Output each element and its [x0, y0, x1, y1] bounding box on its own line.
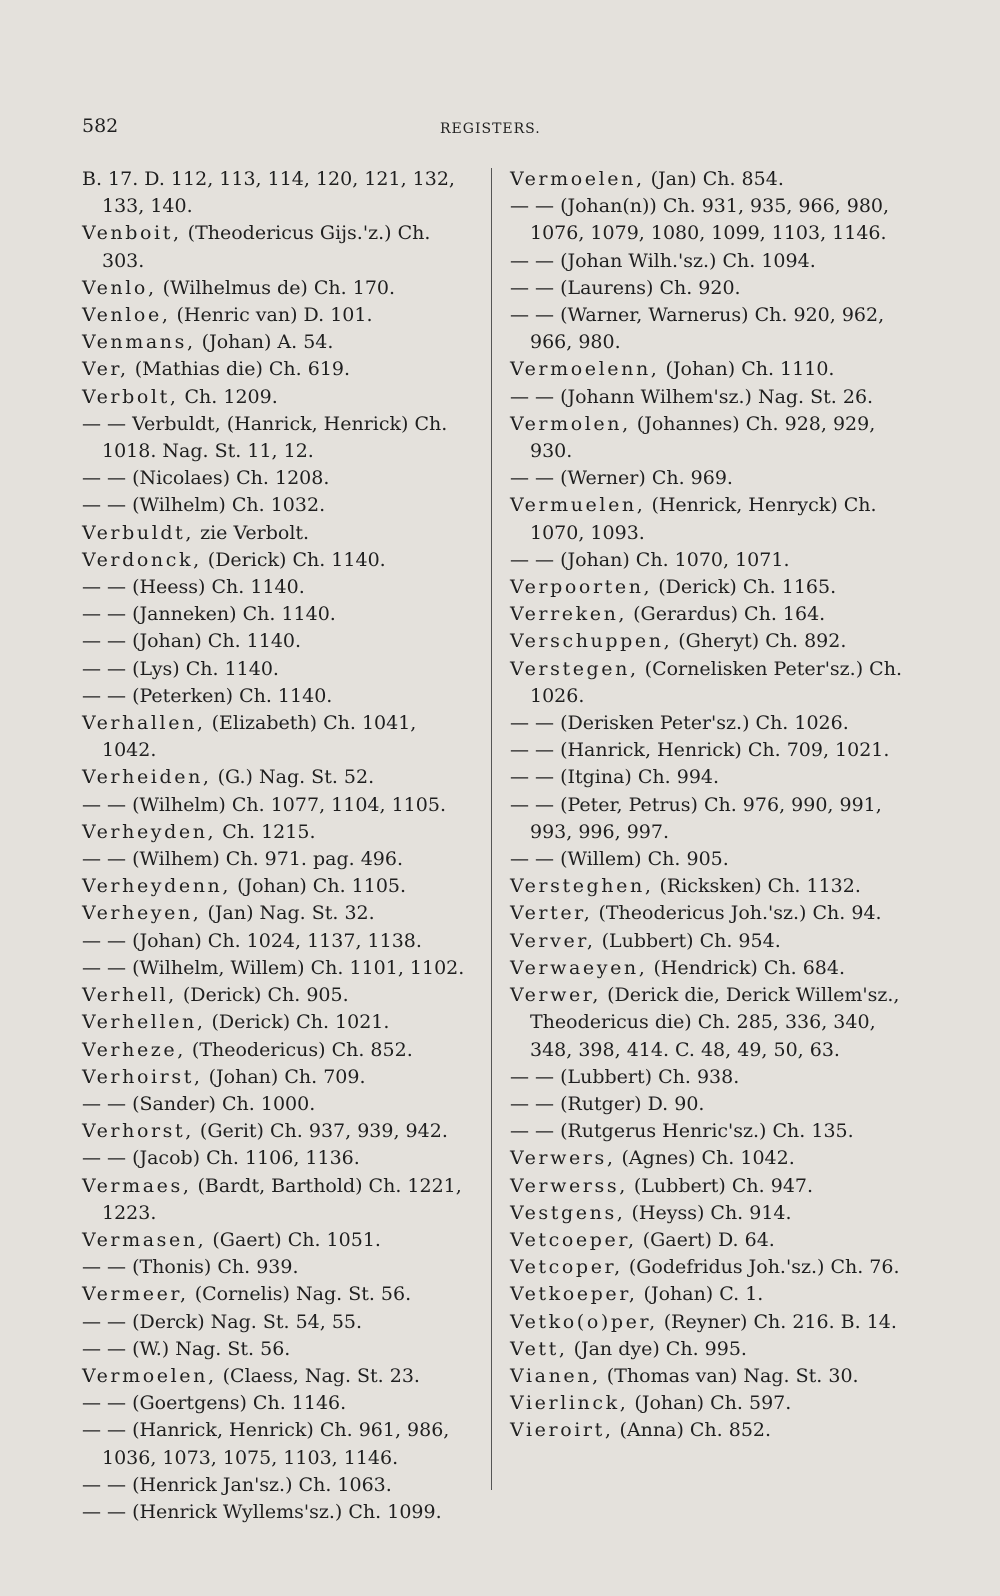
entry-text: (Gheryt) Ch. 892. — [672, 630, 847, 653]
index-entry — [82, 1281, 474, 1308]
index-entry — [510, 248, 910, 275]
entry-headword: Verheze, — [82, 1038, 186, 1061]
entry-headword: Verver, — [510, 929, 596, 952]
entry-text: Ch. 1215. — [216, 820, 316, 843]
index-entry — [82, 1064, 474, 1091]
entry-text: — — (Lys) Ch. 1140. — [82, 657, 279, 680]
entry-text: — — (Willem) Ch. 905. — [510, 848, 729, 871]
index-entry — [82, 1417, 474, 1471]
running-head: REGISTERS. — [440, 121, 541, 137]
entry-text: (Bardt, Barthold) Ch. 1221, 1223. — [102, 1174, 462, 1224]
entry-text: (Wilhelmus de) Ch. 170. — [156, 276, 396, 299]
entry-text: (Mathias die) Ch. 619. — [128, 358, 351, 381]
entry-headword: Vetcoeper, — [510, 1228, 637, 1251]
index-entry — [82, 1336, 474, 1363]
entry-text: (Johan) A. 54. — [195, 331, 334, 354]
index-entry — [510, 1417, 910, 1444]
entry-text: — — (Johan) Ch. 1140. — [82, 630, 302, 653]
index-entry — [82, 1037, 474, 1064]
entry-headword: Vetcoper, — [510, 1256, 623, 1279]
index-entry — [510, 574, 910, 601]
page-number: 582 — [82, 115, 119, 137]
index-entry — [510, 1145, 910, 1172]
index-entry — [82, 683, 474, 710]
entry-headword: Vermaes, — [82, 1174, 192, 1197]
entry-text: (Henrick, Henryck) Ch. 1070, 1093. — [530, 494, 877, 544]
index-entry — [510, 1227, 910, 1254]
entry-headword: Verheydenn, — [82, 875, 232, 898]
entry-text: (Gerit) Ch. 937, 939, 942. — [193, 1120, 448, 1143]
entry-text: (Lubbert) Ch. 947. — [627, 1174, 814, 1197]
entry-headword: Verheyden, — [82, 820, 217, 843]
entry-text: — — (Laurens) Ch. 920. — [510, 276, 741, 299]
entry-text: — — (Thonis) Ch. 939. — [82, 1256, 299, 1279]
entry-text: zie Verbolt. — [194, 521, 310, 544]
index-entry — [82, 547, 474, 574]
entry-text: — — (Derisken Peter'sz.) Ch. 1026. — [510, 712, 849, 735]
index-entry — [82, 1254, 474, 1281]
index-entry — [82, 710, 474, 764]
entry-headword: Verhoirst, — [82, 1065, 203, 1088]
entry-headword: Vermasen, — [82, 1228, 207, 1251]
index-entry — [82, 492, 474, 519]
entry-headword: Vermoelen, — [510, 168, 645, 190]
index-entry — [510, 1309, 910, 1336]
index-entry — [82, 574, 474, 601]
entry-headword: Verheiden, — [82, 766, 212, 789]
index-entry — [82, 302, 474, 329]
entry-text: (Johannes) Ch. 928, 929, 930. — [530, 412, 876, 463]
entry-headword: Vianen, — [510, 1364, 601, 1387]
entry-text: (Johan) Ch. 709. — [202, 1065, 366, 1088]
index-entry — [510, 1064, 910, 1091]
index-entry — [510, 492, 910, 546]
index-entry — [82, 873, 474, 900]
entry-headword: Verbolt, — [82, 385, 179, 408]
entry-text: (Hendrick) Ch. 684. — [647, 956, 845, 979]
entry-text: — — (Peter, Petrus) Ch. 976, 990, 991, 993, 996, 997. — [510, 793, 882, 843]
entry-text: (Reyner) Ch. 216. B. 14. — [657, 1310, 897, 1333]
entry-text: — — (Hanrick, Henrick) Ch. 709, 1021. — [510, 739, 890, 762]
entry-text: (Ricksken) Ch. 1132. — [653, 875, 861, 898]
entry-text: (Gerardus) Ch. 164. — [627, 603, 826, 626]
index-entry — [510, 1281, 910, 1308]
entry-text: — — (Heess) Ch. 1140. — [82, 576, 305, 599]
entry-text: (Derick) Ch. 1021. — [205, 1011, 390, 1034]
entry-text: — — (Johann Wilhem'sz.) Nag. St. 26. — [510, 385, 874, 408]
entry-text: (Elizabeth) Ch. 1041, 1042. — [102, 712, 417, 762]
index-entry — [82, 1091, 474, 1118]
entry-text: — — (Johan) Ch. 1070, 1071. — [510, 548, 790, 571]
entry-text: — — (Rutger) D. 90. — [510, 1092, 705, 1115]
index-entry — [510, 1336, 910, 1363]
index-entry — [82, 220, 474, 274]
index-entry — [82, 411, 474, 465]
index-entry — [510, 601, 910, 628]
entry-headword: Vermuelen, — [510, 494, 646, 517]
index-entry — [82, 900, 474, 927]
entry-headword: Vierlinck, — [510, 1392, 629, 1415]
index-entry — [510, 1254, 910, 1281]
entry-text: — — (Wilhelm) Ch. 1077, 1104, 1105. — [82, 793, 446, 816]
entry-headword: Ver, — [82, 358, 129, 381]
index-entry — [82, 1009, 474, 1036]
entry-text: — — (Peterken) Ch. 1140. — [82, 684, 333, 707]
index-entry — [510, 166, 910, 193]
entry-text: (Godefridus Joh.'sz.) Ch. 76. — [622, 1256, 900, 1279]
entry-text: (Derick) Ch. 1140. — [201, 548, 386, 571]
index-entry — [510, 628, 910, 655]
index-entry — [82, 1390, 474, 1417]
index-entry — [82, 982, 474, 1009]
right-column — [510, 166, 910, 1445]
entry-text: — — (Johan) Ch. 1024, 1137, 1138. — [82, 929, 422, 952]
entry-headword: Verschuppen, — [510, 630, 673, 653]
index-entry — [510, 384, 910, 411]
entry-headword: Vestgens, — [510, 1201, 626, 1224]
index-entry — [82, 1118, 474, 1145]
entry-text: (Derick) Ch. 905. — [176, 984, 349, 1007]
entry-headword: Verhallen, — [82, 712, 206, 735]
entry-text: — — (Warner, Warnerus) Ch. 920, 962, 966, 980. — [510, 304, 885, 354]
entry-headword: Verwerss, — [510, 1174, 628, 1197]
entry-text: (Derick die, Derick Willem'sz., Theodericus die) Ch. 285, 336, 340, 348, 398, 414. C. 48, 49, 50, 63. — [530, 984, 900, 1061]
entry-headword: Verpoorten, — [510, 576, 653, 599]
index-entry — [82, 356, 474, 383]
index-entry — [82, 928, 474, 955]
entry-headword: Verwer, — [510, 984, 602, 1007]
entry-text: (Claess, Nag. St. 23. — [216, 1364, 420, 1387]
entry-headword: Verhorst, — [82, 1120, 194, 1143]
entry-headword: Vetkoeper, — [510, 1283, 638, 1306]
entry-headword: Vermoelenn, — [510, 358, 660, 381]
index-entry — [510, 1118, 910, 1145]
entry-headword: Vieroirt, — [510, 1419, 614, 1442]
entry-headword: Verheyen, — [82, 902, 202, 925]
entry-text: — — (Henrick Jan'sz.) Ch. 1063. — [82, 1473, 392, 1496]
entry-headword: Verdonck, — [82, 548, 202, 571]
index-entry — [82, 764, 474, 791]
index-entry — [82, 628, 474, 655]
entry-text: — — (Goertgens) Ch. 1146. — [82, 1392, 347, 1415]
entry-text: — — (Johan Wilh.'sz.) Ch. 1094. — [510, 249, 816, 272]
entry-text: (Lubbert) Ch. 954. — [595, 929, 781, 952]
entry-text: — — (Itgina) Ch. 994. — [510, 766, 720, 789]
entry-text: (Johan) C. 1. — [637, 1283, 764, 1306]
entry-text: (Heyss) Ch. 914. — [625, 1201, 792, 1224]
index-entry — [510, 873, 910, 900]
entry-text: — — (W.) Nag. St. 56. — [82, 1337, 291, 1360]
entry-text: (Jan) Nag. St. 32. — [201, 902, 375, 925]
entry-headword: Verhellen, — [82, 1011, 206, 1034]
entry-text: — — (Lubbert) Ch. 938. — [510, 1065, 740, 1088]
entry-headword: Venmans, — [82, 331, 196, 354]
entry-text: (Johan) Ch. 1110. — [659, 358, 835, 381]
entry-headword: Vermolen, — [510, 412, 631, 435]
entry-text: (Gaert) Ch. 1051. — [206, 1228, 381, 1251]
index-entry — [82, 329, 474, 356]
entry-headword: Vermoelen, — [82, 1364, 217, 1387]
index-entry — [82, 1145, 474, 1172]
entry-text: (G.) Nag. St. 52. — [211, 766, 375, 789]
entry-text: (Gaert) D. 64. — [636, 1228, 775, 1251]
index-entry — [82, 601, 474, 628]
index-entry — [510, 465, 910, 492]
index-entry — [510, 1091, 910, 1118]
entry-text: (Theodericus) Ch. 852. — [185, 1038, 413, 1061]
entry-text: — — (Janneken) Ch. 1140. — [82, 603, 336, 626]
entry-text: (Jan dye) Ch. 995. — [567, 1337, 747, 1360]
index-entry — [510, 764, 910, 791]
entry-text: (Johan) Ch. 1105. — [231, 875, 407, 898]
entry-headword: Verwaeyen, — [510, 956, 648, 979]
column-divider — [491, 168, 492, 1490]
entry-headword: Verhell, — [82, 984, 177, 1007]
entry-text: — — (Johan(n)) Ch. 931, 935, 966, 980, 1076, 1079, 1080, 1099, 1103, 1146. — [510, 195, 890, 245]
index-entry — [82, 1499, 474, 1526]
index-entry — [510, 302, 910, 356]
entry-text: — — (Wilhelm) Ch. 1032. — [82, 494, 326, 517]
index-entry — [82, 465, 474, 492]
entry-headword: Venboit, — [82, 222, 182, 245]
entry-text: (Cornelis) Nag. St. 56. — [188, 1283, 412, 1306]
entry-text: (Cornelisken Peter'sz.) Ch. 1026. — [530, 657, 902, 707]
index-entry — [82, 656, 474, 683]
entry-text: (Theodericus Gijs.'z.) Ch. 303. — [102, 222, 431, 272]
index-entry — [82, 166, 474, 220]
entry-headword: Vetko(o)per, — [510, 1310, 658, 1333]
index-entry — [82, 1173, 474, 1227]
entry-text: — — Verbuldt, (Hanrick, Henrick) Ch. 1018. Nag. St. 11, 12. — [82, 412, 448, 463]
index-entry — [510, 928, 910, 955]
index-entry — [510, 1173, 910, 1200]
index-entry — [510, 1363, 910, 1390]
index-entry — [82, 1227, 474, 1254]
index-entry — [82, 1472, 474, 1499]
entry-text: — — (Derck) Nag. St. 54, 55. — [82, 1310, 363, 1333]
entry-text: — — (Wilhelm, Willem) Ch. 1101, 1102. — [82, 956, 465, 979]
index-entry — [510, 737, 910, 764]
index-entry — [510, 193, 910, 247]
entry-text: — — (Hanrick, Henrick) Ch. 961, 986, 1036, 1073, 1075, 1103, 1146. — [82, 1419, 450, 1469]
index-entry — [82, 1363, 474, 1390]
entry-text: (Johan) Ch. 597. — [628, 1392, 792, 1415]
index-entry — [510, 846, 910, 873]
entry-text: (Theodericus Joh.'sz.) Ch. 94. — [592, 902, 882, 925]
index-entry — [510, 356, 910, 383]
index-entry — [510, 900, 910, 927]
entry-headword: Venloe, — [82, 304, 171, 327]
left-column — [82, 166, 474, 1526]
index-entry — [82, 384, 474, 411]
index-entry — [82, 275, 474, 302]
index-entry — [510, 1200, 910, 1227]
entry-text: (Anna) Ch. 852. — [613, 1419, 772, 1442]
entry-text: (Thomas van) Nag. St. 30. — [600, 1364, 859, 1387]
entry-text: Ch. 1209. — [178, 385, 278, 408]
index-entry — [510, 656, 910, 710]
entry-headword: Verter, — [510, 902, 593, 925]
entry-headword: Verwers, — [510, 1147, 616, 1170]
index-entry — [82, 955, 474, 982]
entry-headword: Verreken, — [510, 603, 628, 626]
entry-text: — — (Jacob) Ch. 1106, 1136. — [82, 1147, 360, 1170]
index-entry — [510, 792, 910, 846]
entry-text: (Jan) Ch. 854. — [644, 168, 784, 190]
index-entry — [82, 819, 474, 846]
entry-text: — — (Wilhem) Ch. 971. pag. 496. — [82, 848, 404, 871]
entry-headword: Verstegen, — [510, 657, 639, 680]
entry-text: (Henric van) D. 101. — [170, 304, 373, 327]
index-entry — [510, 710, 910, 737]
entry-text: (Agnes) Ch. 1042. — [615, 1147, 795, 1170]
index-entry — [510, 955, 910, 982]
entry-text: — — (Werner) Ch. 969. — [510, 467, 733, 490]
entry-text: — — (Henrick Wyllems'sz.) Ch. 1099. — [82, 1500, 442, 1523]
index-entry — [510, 982, 910, 1064]
entry-headword: Vermeer, — [82, 1283, 189, 1306]
index-entry — [82, 1309, 474, 1336]
entry-text: — — (Nicolaes) Ch. 1208. — [82, 467, 330, 490]
entry-text: — — (Rutgerus Henric'sz.) Ch. 135. — [510, 1120, 854, 1143]
index-entry — [510, 275, 910, 302]
index-entry — [82, 520, 474, 547]
entry-text: (Derick) Ch. 1165. — [652, 576, 837, 599]
entry-headword: Verbuldt, — [82, 521, 195, 544]
index-entry — [82, 792, 474, 819]
entry-text: — — (Sander) Ch. 1000. — [82, 1092, 316, 1115]
entry-headword: Venlo, — [82, 276, 157, 299]
index-entry — [82, 846, 474, 873]
entry-headword: Versteghen, — [510, 875, 654, 898]
index-entry — [510, 1390, 910, 1417]
entry-headword: Vett, — [510, 1337, 568, 1360]
entry-text: B. 17. D. 112, 113, 114, 120, 121, 132, 133, 140. — [82, 168, 455, 218]
index-entry — [510, 547, 910, 574]
index-entry — [510, 411, 910, 465]
